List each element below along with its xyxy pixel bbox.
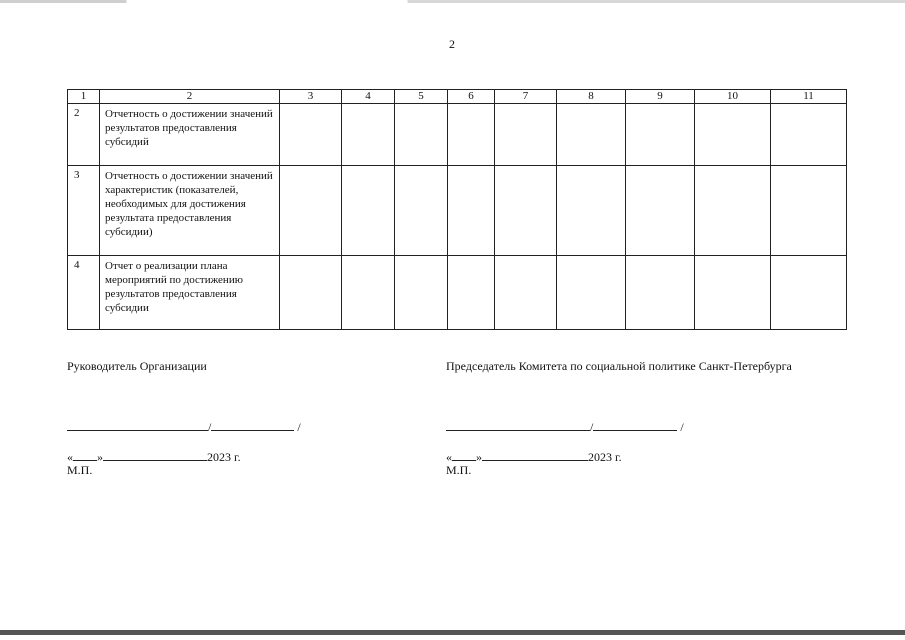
table-cell [771,166,847,256]
column-header: 10 [695,90,771,104]
month-blank [103,448,207,461]
column-header: 7 [495,90,557,104]
day-blank [73,448,97,461]
row-description: Отчетность о достижении значений результатов предоставления субсидий [100,104,280,166]
quote-close: » [476,450,482,464]
table-cell [557,166,626,256]
slash-separator: / [208,420,212,434]
table-row [68,256,847,330]
scan-top-edge [0,0,905,3]
table-cell [626,256,695,330]
table-cell [280,104,342,166]
column-header: 2 [100,90,280,104]
quote-open: « [446,450,452,464]
table-cell [448,256,495,330]
table-cell [557,104,626,166]
left-date-line [67,448,241,465]
slash-separator: / [590,420,594,434]
table-cell [626,104,695,166]
table-cell [695,166,771,256]
column-header: 8 [557,90,626,104]
table-cell [695,104,771,166]
column-header: 3 [280,90,342,104]
left-signature-line [67,418,301,435]
row-number: 2 [68,104,100,166]
column-header: 11 [771,90,847,104]
table-cell [448,104,495,166]
table-cell [342,256,395,330]
table-cell [342,166,395,256]
name-blank [593,418,677,431]
report-table [67,89,847,330]
row-number: 3 [68,166,100,256]
table-cell [280,256,342,330]
column-header: 4 [342,90,395,104]
column-header: 5 [395,90,448,104]
table-cell [342,104,395,166]
year-text: 2023 г. [588,450,622,464]
right-date-line [446,448,622,465]
year-text: 2023 г. [207,450,241,464]
quote-open: « [67,450,73,464]
table-cell [395,104,448,166]
scan-bottom-edge [0,630,905,635]
table-header-row [68,90,847,104]
signature-blank [446,418,590,431]
table-cell [695,256,771,330]
table-cell [280,166,342,256]
column-header: 1 [68,90,100,104]
table-cell [448,166,495,256]
slash-separator: / [680,420,684,434]
month-blank [482,448,588,461]
signature-blank [67,418,208,431]
table-cell [495,104,557,166]
slash-separator: / [297,420,301,434]
table-row [68,166,847,256]
right-signature-line [446,418,684,435]
day-blank [452,448,476,461]
table-row [68,104,847,166]
column-header: 9 [626,90,695,104]
name-blank [211,418,294,431]
table-cell [395,256,448,330]
quote-close: » [97,450,103,464]
table-cell [395,166,448,256]
table-cell [626,166,695,256]
table-cell [495,166,557,256]
row-description: Отчетность о достижении значений характеристик (показателей, необходимых для достижения результата предоставления субсидии) [100,166,280,256]
table-cell [771,104,847,166]
left-stamp-label: М.П. [67,463,93,477]
right-signatory-title: Председатель Комитета по социальной политике Санкт-Петербурга [446,359,792,373]
left-signatory-title: Руководитель Организации [67,359,207,373]
column-header: 6 [448,90,495,104]
right-stamp-label: М.П. [446,463,472,477]
table-cell [495,256,557,330]
table-cell [771,256,847,330]
row-number: 4 [68,256,100,330]
table-cell [557,256,626,330]
page-number: 2 [449,37,455,51]
row-description: Отчет о реализации плана мероприятий по достижению результатов предоставления субсидии [100,256,280,330]
